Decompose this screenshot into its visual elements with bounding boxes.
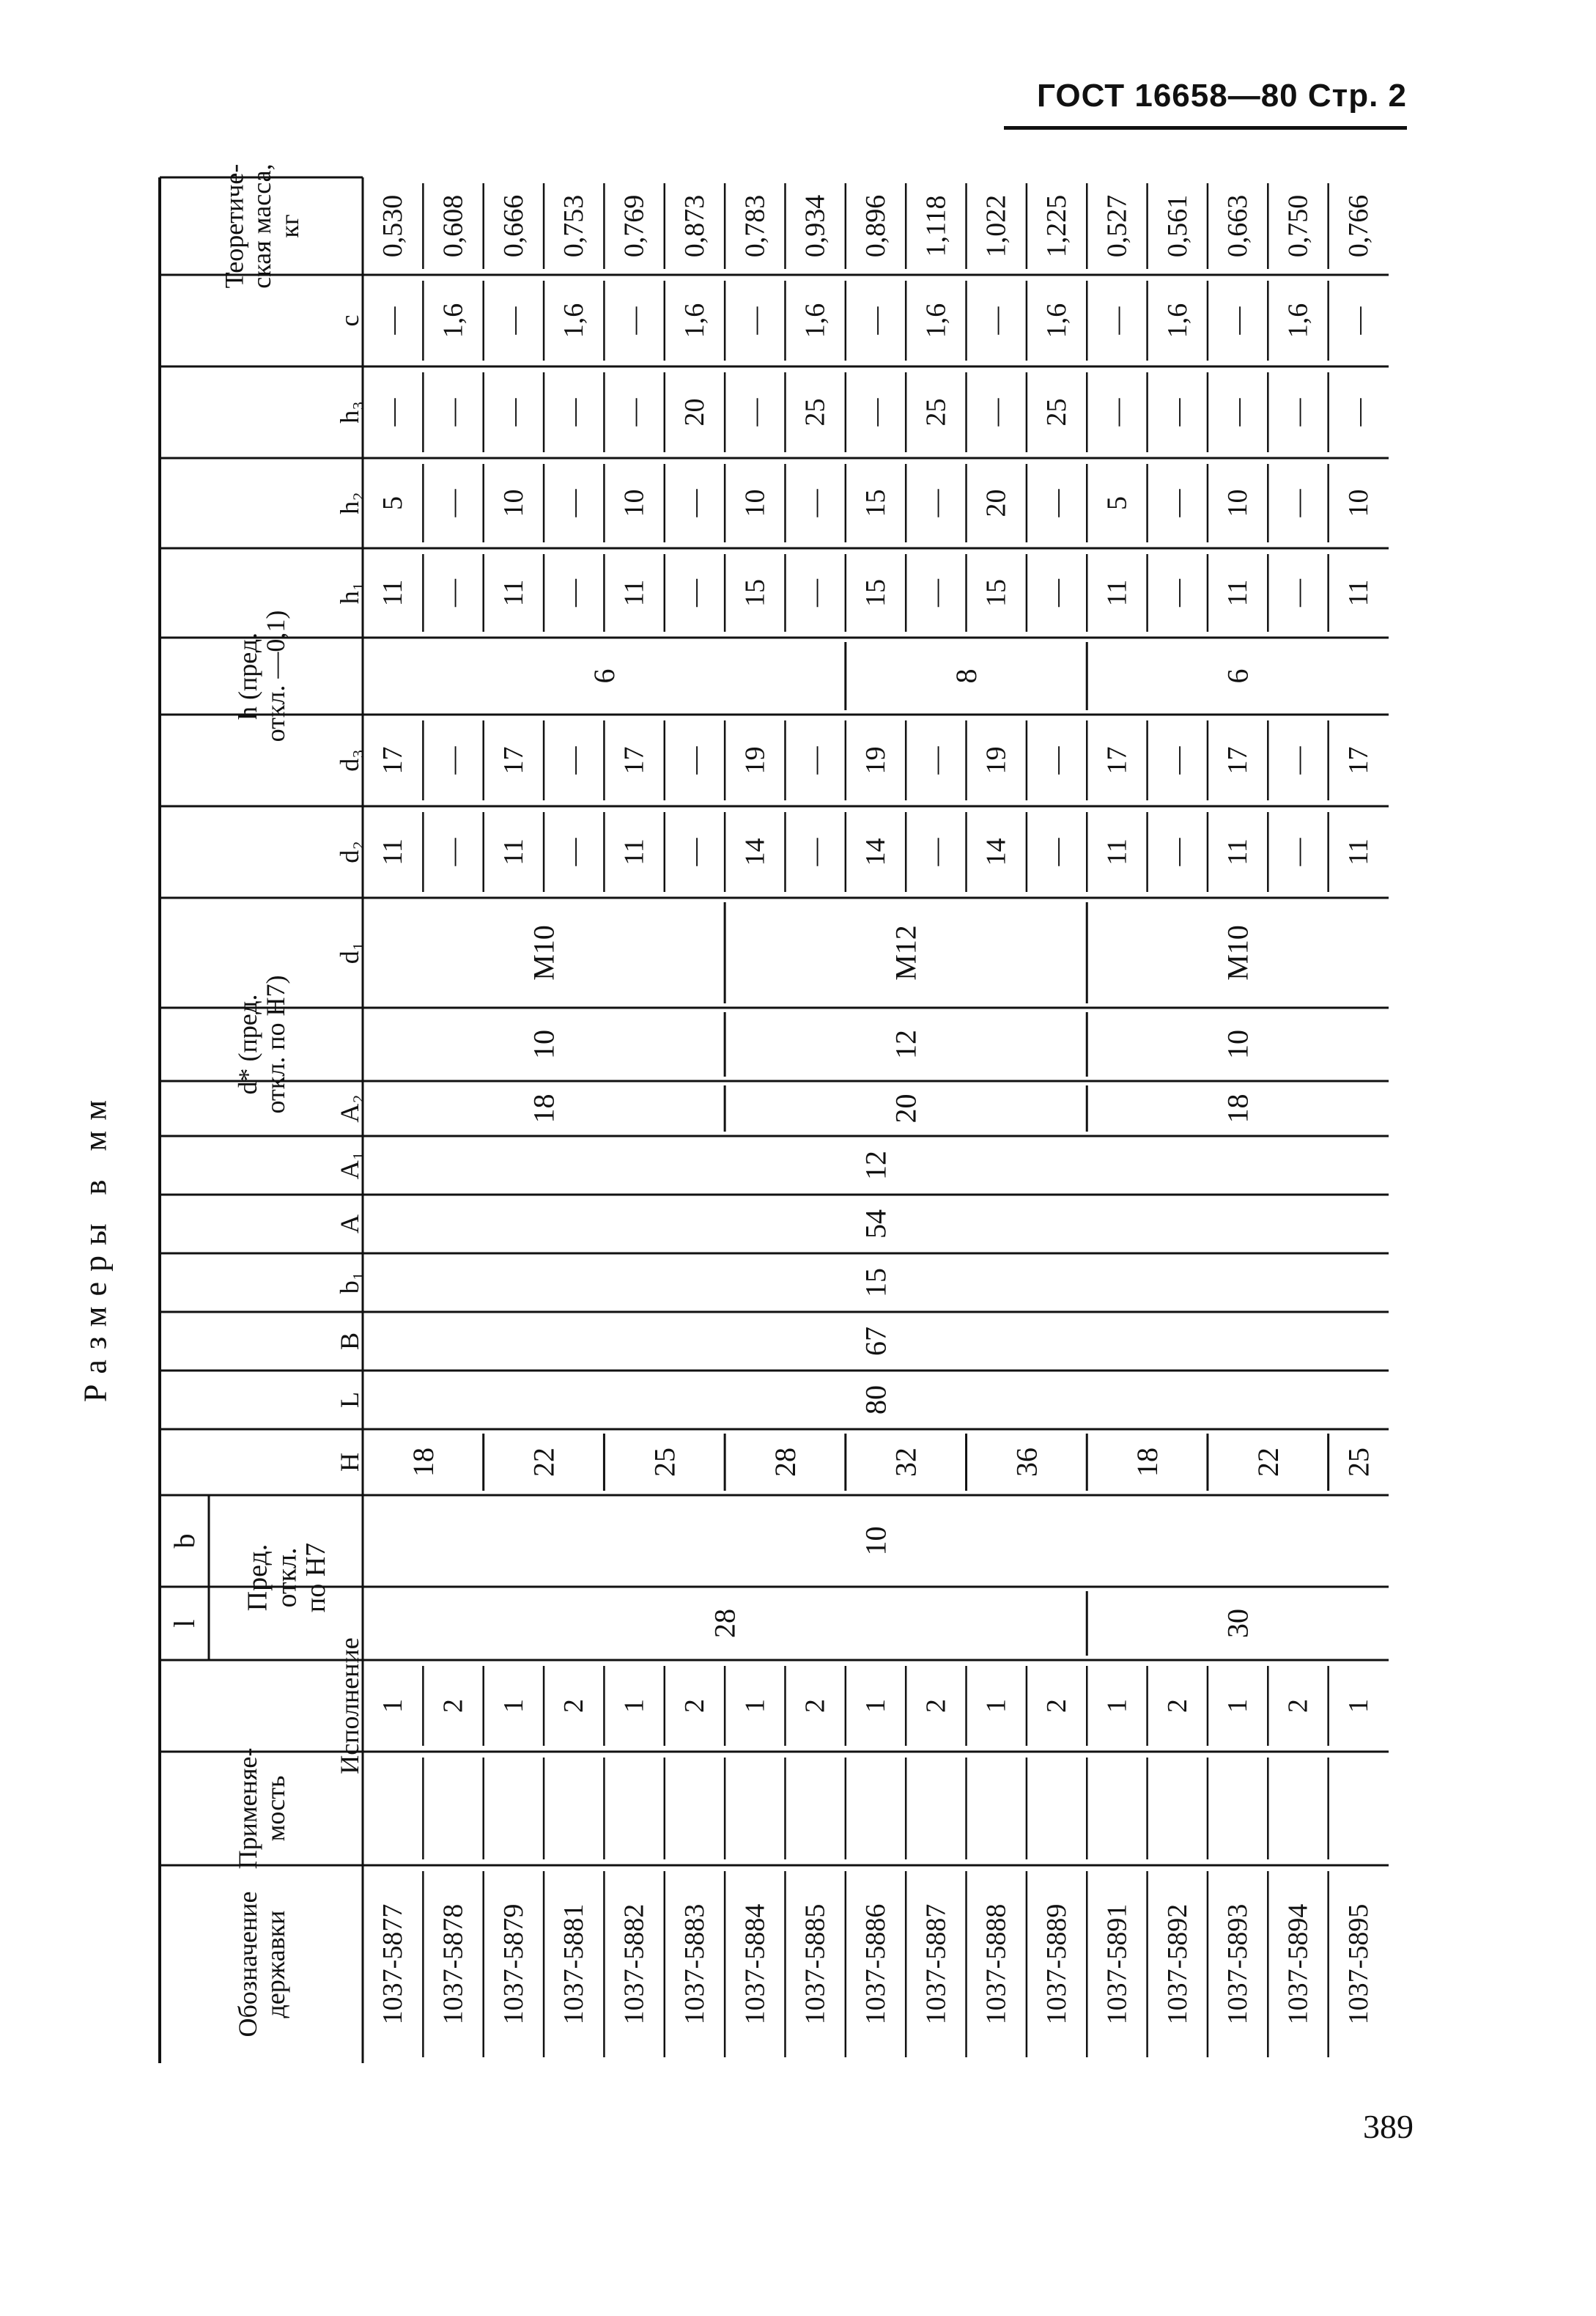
cell-c: 1,6 (679, 303, 710, 339)
cell-h2: — (437, 489, 469, 517)
cell-h3: — (618, 398, 650, 427)
col-header-A1: A₁ (335, 1151, 365, 1180)
cell-mass: 0,666 (498, 194, 529, 258)
cell-c: — (860, 306, 891, 335)
cell-h3: — (980, 398, 1012, 427)
cell-c: 1,6 (1161, 303, 1193, 339)
merged-cell-H: 36 (1010, 1448, 1043, 1477)
cell-designation: 1037-5885 (799, 1903, 831, 2025)
col-header-mass: Теоретиче-ская масса,кг (219, 163, 304, 289)
cell-d2: — (1161, 838, 1193, 866)
cell-mass: 1,022 (980, 194, 1012, 258)
cell-h2: — (1282, 489, 1314, 517)
cell-mass: 1,118 (920, 195, 952, 257)
cell-designation: 1037-5878 (437, 1903, 469, 2025)
col-header-d3: d₃ (335, 749, 365, 772)
cell-h3: — (1342, 398, 1374, 427)
cell-mass: 0,769 (618, 194, 650, 258)
cell-designation: 1037-5892 (1161, 1903, 1193, 2025)
cell-h2: 10 (1222, 489, 1254, 517)
cell-h3: — (1222, 398, 1254, 427)
cell-h2: — (920, 489, 952, 517)
cell-h1: 11 (498, 579, 529, 607)
cell-c: — (1222, 306, 1254, 335)
col-header-b1: b₁ (335, 1271, 365, 1294)
cell-h2: — (679, 489, 710, 517)
merged-cell-H: 28 (768, 1448, 802, 1477)
cell-mass: 0,561 (1161, 194, 1193, 258)
cell-h1: — (1161, 579, 1193, 607)
cell-d2: 11 (1222, 838, 1254, 866)
cell-h2: 20 (980, 489, 1012, 517)
merged-cell-A2: 18 (527, 1094, 561, 1124)
cell-c: — (1101, 306, 1133, 335)
cell-h1: — (1282, 579, 1314, 607)
cell-d3: 19 (739, 746, 771, 775)
cell-d3: 17 (618, 746, 650, 775)
cell-h3: — (377, 398, 409, 427)
col-header-version: Исполнение (335, 1637, 365, 1774)
cell-version: 1 (377, 1699, 409, 1713)
merged-cell-b: 10 (859, 1526, 893, 1556)
cell-d2: 11 (1342, 838, 1374, 866)
col-header-h1: h₁ (335, 581, 365, 605)
col-header-applicability: Применяе-мость (233, 1747, 290, 1870)
cell-mass: 0,750 (1282, 194, 1314, 258)
cell-c: — (377, 306, 409, 335)
cell-designation: 1037-5884 (739, 1903, 771, 2025)
cell-d2: 11 (618, 838, 650, 866)
cell-designation: 1037-5883 (679, 1903, 710, 2025)
cell-d3: — (1041, 746, 1073, 775)
col-header-d: d* (пред.откл. по H7) (233, 975, 290, 1114)
cell-h2: — (1041, 489, 1073, 517)
page-number: 389 (1363, 2108, 1414, 2145)
cell-d2: — (799, 838, 831, 866)
col-header-L: L (335, 1392, 365, 1408)
cell-designation: 1037-5893 (1222, 1903, 1254, 2025)
col-header-h: h (пред.откл. —0,1) (233, 610, 290, 742)
cell-d2: — (1282, 838, 1314, 866)
cell-h3: — (437, 398, 469, 427)
caption-text: Размеры в мм (77, 1089, 114, 1403)
cell-h1: 11 (377, 579, 409, 607)
cell-mass: 0,530 (377, 194, 409, 258)
cell-d3: — (799, 746, 831, 775)
cell-version: 2 (679, 1699, 710, 1713)
cell-d3: — (558, 746, 590, 775)
merged-cell-H: 25 (648, 1448, 681, 1477)
merged-cell-A1: 12 (859, 1151, 893, 1180)
col-header-c: c (335, 314, 365, 327)
merged-cell-A: 54 (859, 1209, 893, 1239)
cell-h2: 10 (618, 489, 650, 517)
cell-d3: — (679, 746, 710, 775)
merged-cell-A2: 18 (1221, 1094, 1255, 1124)
merged-cell-d1: М12 (889, 925, 923, 981)
col-header-h3: h₃ (335, 401, 365, 424)
cell-d2: 11 (1101, 838, 1133, 866)
cell-c: — (498, 306, 529, 335)
cell-c: — (739, 306, 771, 335)
cell-d3: 17 (498, 746, 529, 775)
cell-h1: — (558, 579, 590, 607)
cell-version: 2 (1282, 1699, 1314, 1713)
cell-version: 2 (920, 1699, 952, 1713)
merged-cell-L: 80 (859, 1385, 893, 1415)
cell-h2: 15 (860, 489, 891, 517)
cell-d2: — (437, 838, 469, 866)
cell-designation: 1037-5882 (618, 1903, 650, 2025)
col-header-d1: d₁ (335, 941, 365, 965)
cell-d2: — (679, 838, 710, 866)
merged-cell-H: 22 (1251, 1448, 1285, 1477)
cell-designation: 1037-5877 (377, 1903, 409, 2025)
cell-h3: 25 (1041, 398, 1073, 427)
cell-c: — (1342, 306, 1374, 335)
header-text: ГОСТ 16658—80 Стр. 2 (1036, 78, 1407, 114)
cell-d2: 11 (377, 838, 409, 866)
merged-cell-h: 6 (587, 668, 621, 684)
cell-version: 1 (860, 1699, 891, 1713)
cell-h1: 11 (1342, 579, 1374, 607)
cell-mass: 0,753 (558, 194, 590, 258)
cell-c: 1,6 (1282, 303, 1314, 339)
merged-cell-A2: 20 (889, 1094, 923, 1124)
cell-mass: 0,527 (1101, 194, 1133, 258)
cell-version: 2 (558, 1699, 590, 1713)
cell-mass: 0,934 (799, 194, 831, 258)
cell-h1: — (799, 579, 831, 607)
cell-mass: 0,896 (860, 194, 891, 258)
cell-version: 2 (1041, 1699, 1073, 1713)
cell-designation: 1037-5889 (1041, 1903, 1073, 2025)
cell-version: 2 (799, 1699, 831, 1713)
cell-d3: — (437, 746, 469, 775)
merged-cell-d: 12 (889, 1030, 923, 1059)
merged-cell-d: 10 (1221, 1030, 1255, 1059)
cell-h1: — (1041, 579, 1073, 607)
cell-h2: — (558, 489, 590, 517)
cell-h2: 10 (498, 489, 529, 517)
merged-cell-l: 28 (708, 1609, 742, 1638)
cell-c: — (980, 306, 1012, 335)
cell-designation: 1037-5886 (860, 1903, 891, 2025)
cell-d3: 19 (980, 746, 1012, 775)
cell-version: 2 (437, 1699, 469, 1713)
cell-mass: 0,766 (1342, 194, 1374, 258)
cell-h3: — (1161, 398, 1193, 427)
merged-cell-b1: 15 (859, 1268, 893, 1297)
cell-designation: 1037-5887 (920, 1903, 952, 2025)
cell-designation: 1037-5895 (1342, 1903, 1374, 2025)
col-header-group-tolerance: Пред.откл.по H7 (242, 1542, 332, 1613)
cell-h1: 15 (860, 579, 891, 607)
merged-cell-h: 6 (1221, 668, 1255, 684)
cell-designation: 1037-5888 (980, 1903, 1012, 2025)
cell-h3: — (739, 398, 771, 427)
cell-mass: 0,663 (1222, 194, 1254, 258)
cell-h1: — (679, 579, 710, 607)
merged-cell-H: 32 (889, 1448, 923, 1477)
merged-cell-H: 18 (406, 1448, 440, 1477)
cell-h1: — (920, 579, 952, 607)
cell-version: 2 (1161, 1699, 1193, 1713)
cell-h3: — (860, 398, 891, 427)
cell-version: 1 (980, 1699, 1012, 1713)
cell-h2: 10 (1342, 489, 1374, 517)
col-header-B: B (335, 1332, 365, 1351)
cell-h3: — (558, 398, 590, 427)
merged-cell-h: 8 (950, 668, 983, 684)
cell-h3: 20 (679, 398, 710, 427)
cell-h2: — (1161, 489, 1193, 517)
merged-cell-d1: М10 (527, 925, 561, 981)
cell-mass: 0,873 (679, 194, 710, 258)
cell-h1: 11 (618, 579, 650, 607)
cell-designation: 1037-5881 (558, 1903, 590, 2025)
cell-d2: 14 (980, 838, 1012, 866)
cell-c: 1,6 (558, 303, 590, 339)
col-header-A2: A₂ (335, 1094, 365, 1123)
cell-version: 1 (1101, 1699, 1133, 1713)
cell-version: 1 (1222, 1699, 1254, 1713)
cell-d2: — (558, 838, 590, 866)
cell-d3: 17 (377, 746, 409, 775)
cell-d2: 11 (498, 838, 529, 866)
col-header-b: b (168, 1533, 201, 1549)
merged-cell-B: 67 (859, 1327, 893, 1356)
cell-h3: — (1101, 398, 1133, 427)
cell-h2: 5 (377, 496, 409, 510)
cell-h1: — (437, 579, 469, 607)
cell-version: 1 (498, 1699, 529, 1713)
cell-h2: 10 (739, 489, 771, 517)
cell-h2: — (799, 489, 831, 517)
cell-h3: 25 (799, 398, 831, 427)
cell-d3: — (1161, 746, 1193, 775)
cell-mass: 0,783 (739, 194, 771, 258)
cell-d3: 17 (1101, 746, 1133, 775)
cell-c: — (618, 306, 650, 335)
cell-d3: — (920, 746, 952, 775)
col-header-A: A (335, 1214, 365, 1233)
cell-h1: 15 (739, 579, 771, 607)
merged-cell-l: 30 (1221, 1609, 1255, 1638)
cell-h3: — (1282, 398, 1314, 427)
cell-c: 1,6 (799, 303, 831, 339)
merged-cell-H: 25 (1342, 1448, 1375, 1477)
cell-d3: 17 (1222, 746, 1254, 775)
cell-h3: — (498, 398, 529, 427)
cell-d2: 14 (739, 838, 771, 866)
merged-cell-d: 10 (527, 1030, 561, 1059)
merged-cell-d1: М10 (1221, 925, 1255, 981)
cell-d3: 17 (1342, 746, 1374, 775)
cell-version: 1 (618, 1699, 650, 1713)
cell-designation: 1037-5891 (1101, 1903, 1133, 2025)
cell-d2: — (1041, 838, 1073, 866)
cell-h3: 25 (920, 398, 952, 427)
cell-version: 1 (739, 1699, 771, 1713)
cell-mass: 0,608 (437, 194, 469, 258)
cell-h2: 5 (1101, 496, 1133, 510)
cell-h1: 11 (1101, 579, 1133, 607)
merged-cell-H: 18 (1131, 1448, 1164, 1477)
merged-cell-H: 22 (527, 1448, 561, 1477)
cell-h1: 15 (980, 579, 1012, 607)
cell-mass: 1,225 (1041, 194, 1073, 258)
cell-designation: 1037-5894 (1282, 1903, 1314, 2025)
cell-h1: 11 (1222, 579, 1254, 607)
col-header-H: H (335, 1453, 365, 1472)
cell-d2: — (920, 838, 952, 866)
cell-designation: 1037-5879 (498, 1903, 529, 2025)
col-header-d2: d₂ (335, 841, 365, 863)
cell-d3: — (1282, 746, 1314, 775)
cell-version: 1 (1342, 1699, 1374, 1713)
cell-c: 1,6 (1041, 303, 1073, 339)
col-header-designation: Обозначениедержавки (233, 1891, 290, 2037)
cell-c: 1,6 (437, 303, 469, 339)
col-header-h2: h₂ (335, 492, 365, 515)
cell-d2: 14 (860, 838, 891, 866)
col-header-l: l (168, 1619, 201, 1628)
cell-c: 1,6 (920, 303, 952, 339)
cell-d3: 19 (860, 746, 891, 775)
